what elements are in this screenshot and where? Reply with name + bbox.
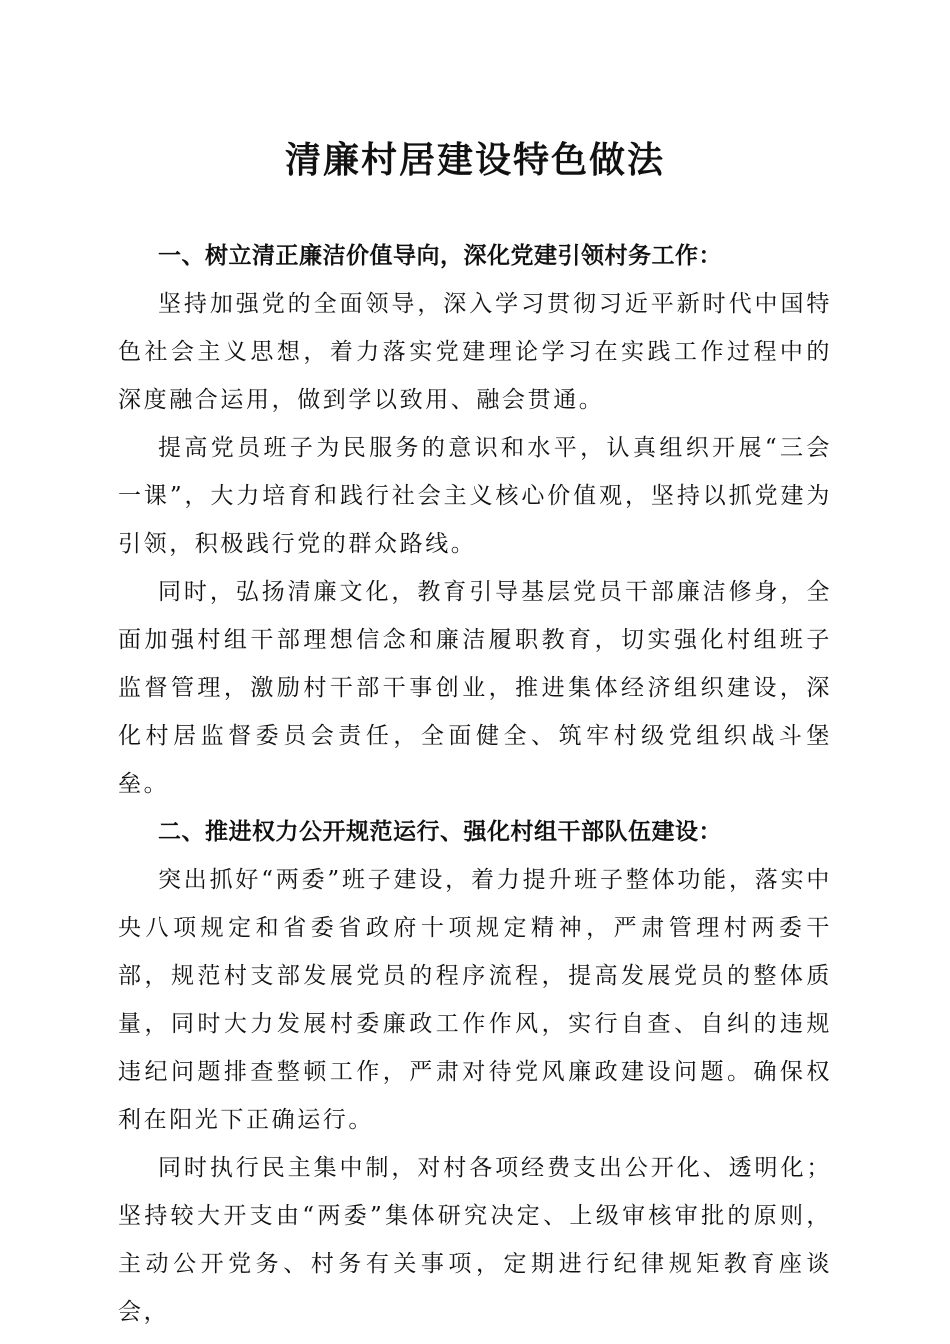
section-2-paragraph-1: 突出抓好“两委”班子建设，着力提升班子整体功能，落实中央八项规定和省委省政府十项规定精神，严肃管理村两委干部，规范村支部发展党员的程序流程，提高发展党员的整体质量，同时大力发展村委廉政工作作风，实行自查、自纠的违规违纪问题排查整顿工作，严肃对待党风廉政建设问题。确保权利在阳光下正确运行。 [118, 867, 832, 1133]
document-title: 清廉村居建设特色做法 [284, 139, 665, 181]
section-heading-2: 二、推进权力公开规范运行、强化村组干部队伍建设： [158, 819, 722, 845]
section-heading-1: 一、树立清正廉洁价值导向，深化党建引领村务工作： [158, 243, 722, 269]
section-1-paragraph-3: 同时，弘扬清廉文化，教育引导基层党员干部廉洁修身，全面加强村组干部理想信念和廉洁履职教育，切实强化村组班子监督管理，激励村干部干事创业，推进集体经济组织建设，深化村居监督委员会责任，全面健全、筑牢村级党组织战斗堡垒。 [118, 579, 832, 797]
section-1-paragraph-2: 提高党员班子为民服务的意识和水平，认真组织开展“三会一课”，大力培育和践行社会主义核心价值观，坚持以抓党建为引领，积极践行党的群众路线。 [118, 435, 832, 557]
section-2-paragraph-2: 同时执行民主集中制，对村各项经费支出公开化、透明化；坚持较大开支由“两委”集体研究决定、上级审核审批的原则，主动公开党务、村务有关事项，定期进行纪律规矩教育座谈会， [118, 1155, 832, 1325]
section-1-paragraph-1: 坚持加强党的全面领导，深入学习贯彻习近平新时代中国特色社会主义思想，着力落实党建理论学习在实践工作过程中的深度融合运用，做到学以致用、融会贯通。 [118, 291, 832, 413]
document-body [118, 232, 832, 1336]
